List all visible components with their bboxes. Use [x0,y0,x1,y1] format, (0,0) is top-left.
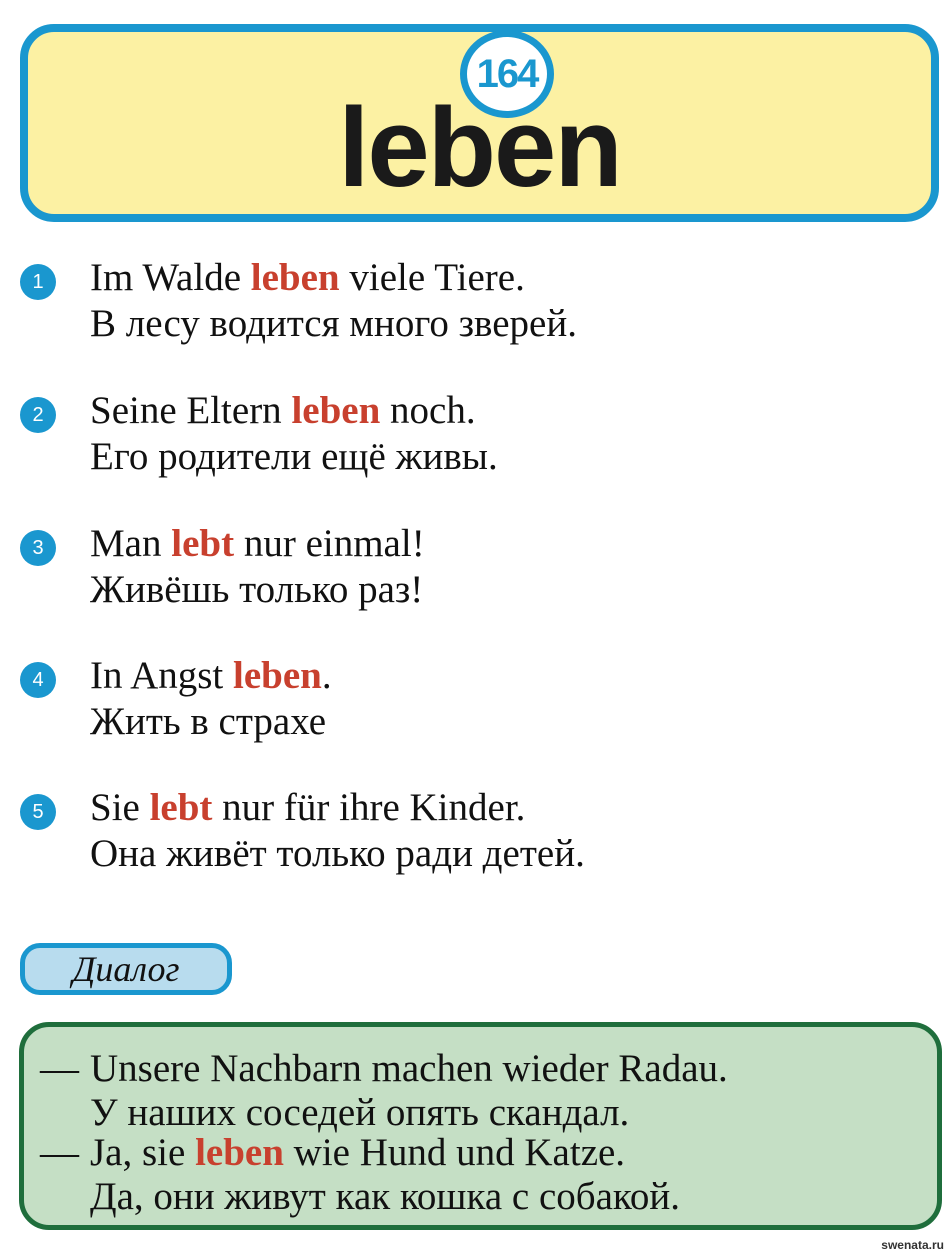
highlighted-verb: leben [291,389,381,432]
title-card [20,24,939,222]
card-number-badge: 164 [460,30,554,118]
dialog-line-russian: У наших соседей опять скандал. [90,1091,630,1134]
russian-translation: Она живёт только ради детей. [90,832,585,875]
dialog-box [19,1022,942,1230]
highlighted-verb: lebt [149,786,213,829]
german-sentence: Im Walde leben viele Tiere. [90,256,525,299]
german-sentence: Man lebt nur einmal! [90,522,425,565]
russian-translation: Его родители ещё живы. [90,435,498,478]
example-number-badge: 1 [20,264,56,300]
german-sentence: Seine Eltern leben noch. [90,389,476,432]
highlighted-verb: leben [250,256,340,299]
russian-translation: Жить в страхе [90,700,327,743]
dialog-line-german: Ja, sie leben wie Hund und Katze. [90,1131,626,1174]
german-sentence: Sie lebt nur für ihre Kinder. [90,786,526,829]
example-number-badge: 2 [20,397,56,433]
example-number-badge: 5 [20,794,56,830]
dialog-line-russian: Да, они живут как кошка с собакой. [90,1175,680,1218]
highlighted-verb: leben [233,654,322,697]
dialog-label: Диалог [20,943,232,995]
dialog-line-german: Unsere Nachbarn machen wieder Radau. [90,1047,728,1090]
dialog-dash: — [40,1131,79,1174]
example-number-badge: 3 [20,530,56,566]
russian-translation: Живёшь только раз! [90,568,424,611]
highlighted-verb: lebt [171,522,235,565]
page-title: leben [338,85,621,210]
example-number-badge: 4 [20,662,56,698]
german-sentence: In Angst leben. [90,654,332,697]
watermark: swenata.ru [881,1238,944,1252]
highlighted-verb: leben [195,1131,284,1174]
dialog-dash: — [40,1047,79,1090]
russian-translation: В лесу водится много зверей. [90,302,577,345]
